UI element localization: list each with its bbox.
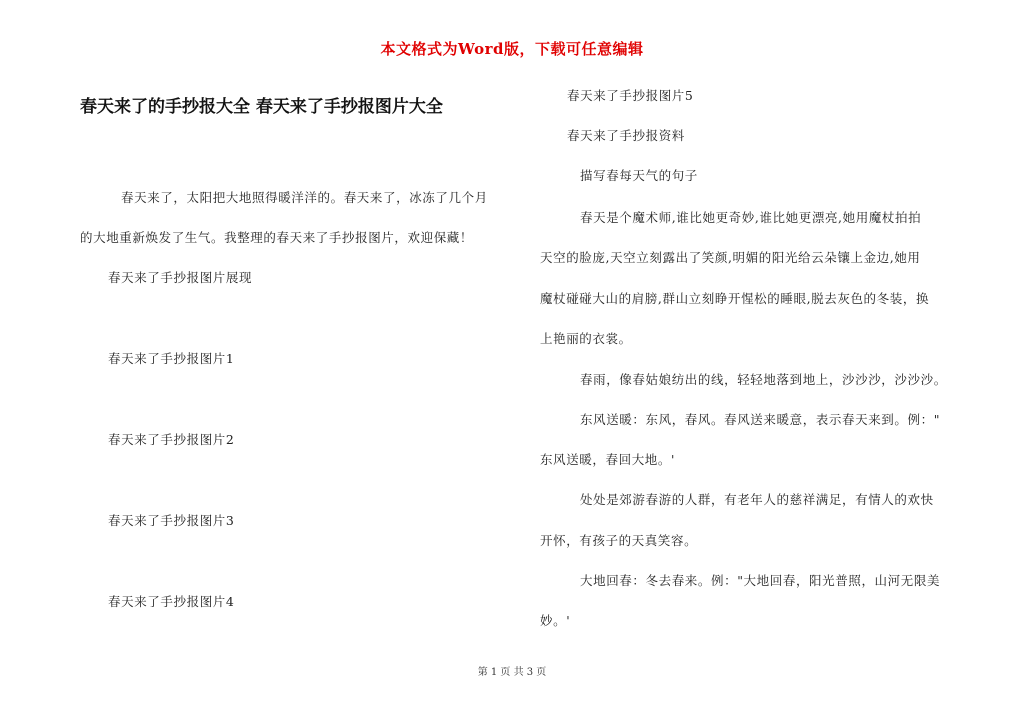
document-title: 春天来了的手抄报大全 春天来了手抄报图片大全 [80, 97, 443, 117]
outing-line-1: 处处是郊游春游的人群，有老年人的慈祥满足，有情人的欢快 [580, 492, 934, 507]
picture-caption-4: 春天来了手抄报图片4 [108, 594, 235, 609]
picture-caption-5: 春天来了手抄报图片5 [567, 88, 694, 103]
magician-line-4: 上艳丽的衣裳。 [540, 331, 632, 346]
magician-line-1: 春天是个魔术师,谁比她更奇妙,谁比她更漂亮,她用魔杖拍拍 [580, 210, 922, 225]
magician-line-2: 天空的脸庞,天空立刻露出了笑颜,明媚的阳光给云朵镶上金边,她用 [540, 250, 921, 265]
magician-line-3: 魔杖碰碰大山的肩膀,群山立刻睁开惺松的睡眼,脱去灰色的冬装，换 [540, 291, 930, 306]
picture-caption-1: 春天来了手抄报图片1 [108, 351, 235, 366]
east-wind-line-2: 东风送暖，春回大地。' [540, 452, 676, 467]
picture-caption-2: 春天来了手抄报图片2 [108, 432, 235, 447]
picture-caption-3: 春天来了手抄报图片3 [108, 513, 235, 528]
word-format-banner: 本文格式为Word版，下载可任意编辑 [380, 40, 644, 58]
page-number-footer: 第 1 页 共 3 页 [477, 667, 547, 678]
east-wind-line-1: 东风送暖：东风，春风。春风送来暖意，表示春天来到。例：" [580, 412, 941, 427]
earth-spring-line-2: 妙。' [540, 613, 571, 628]
spring-rain-line: 春雨，像春姑娘纺出的线，轻轻地落到地上，沙沙沙，沙沙沙。 [580, 372, 947, 387]
outing-line-2: 开怀，有孩子的天真笑容。 [540, 533, 698, 548]
weather-heading: 描写春每天气的句子 [580, 168, 698, 183]
intro-line-2: 的大地重新焕发了生气。我整理的春天来了手抄报图片，欢迎保藏！ [80, 230, 474, 245]
intro-line-1: 春天来了，太阳把大地照得暖洋洋的。春天来了，冰冻了几个月 [121, 190, 488, 205]
section-heading: 春天来了手抄报图片展现 [108, 270, 253, 285]
earth-spring-line-1: 大地回春：冬去春来。例："大地回春，阳光普照，山河无限美 [580, 573, 941, 588]
material-heading: 春天来了手抄报资料 [567, 128, 685, 143]
